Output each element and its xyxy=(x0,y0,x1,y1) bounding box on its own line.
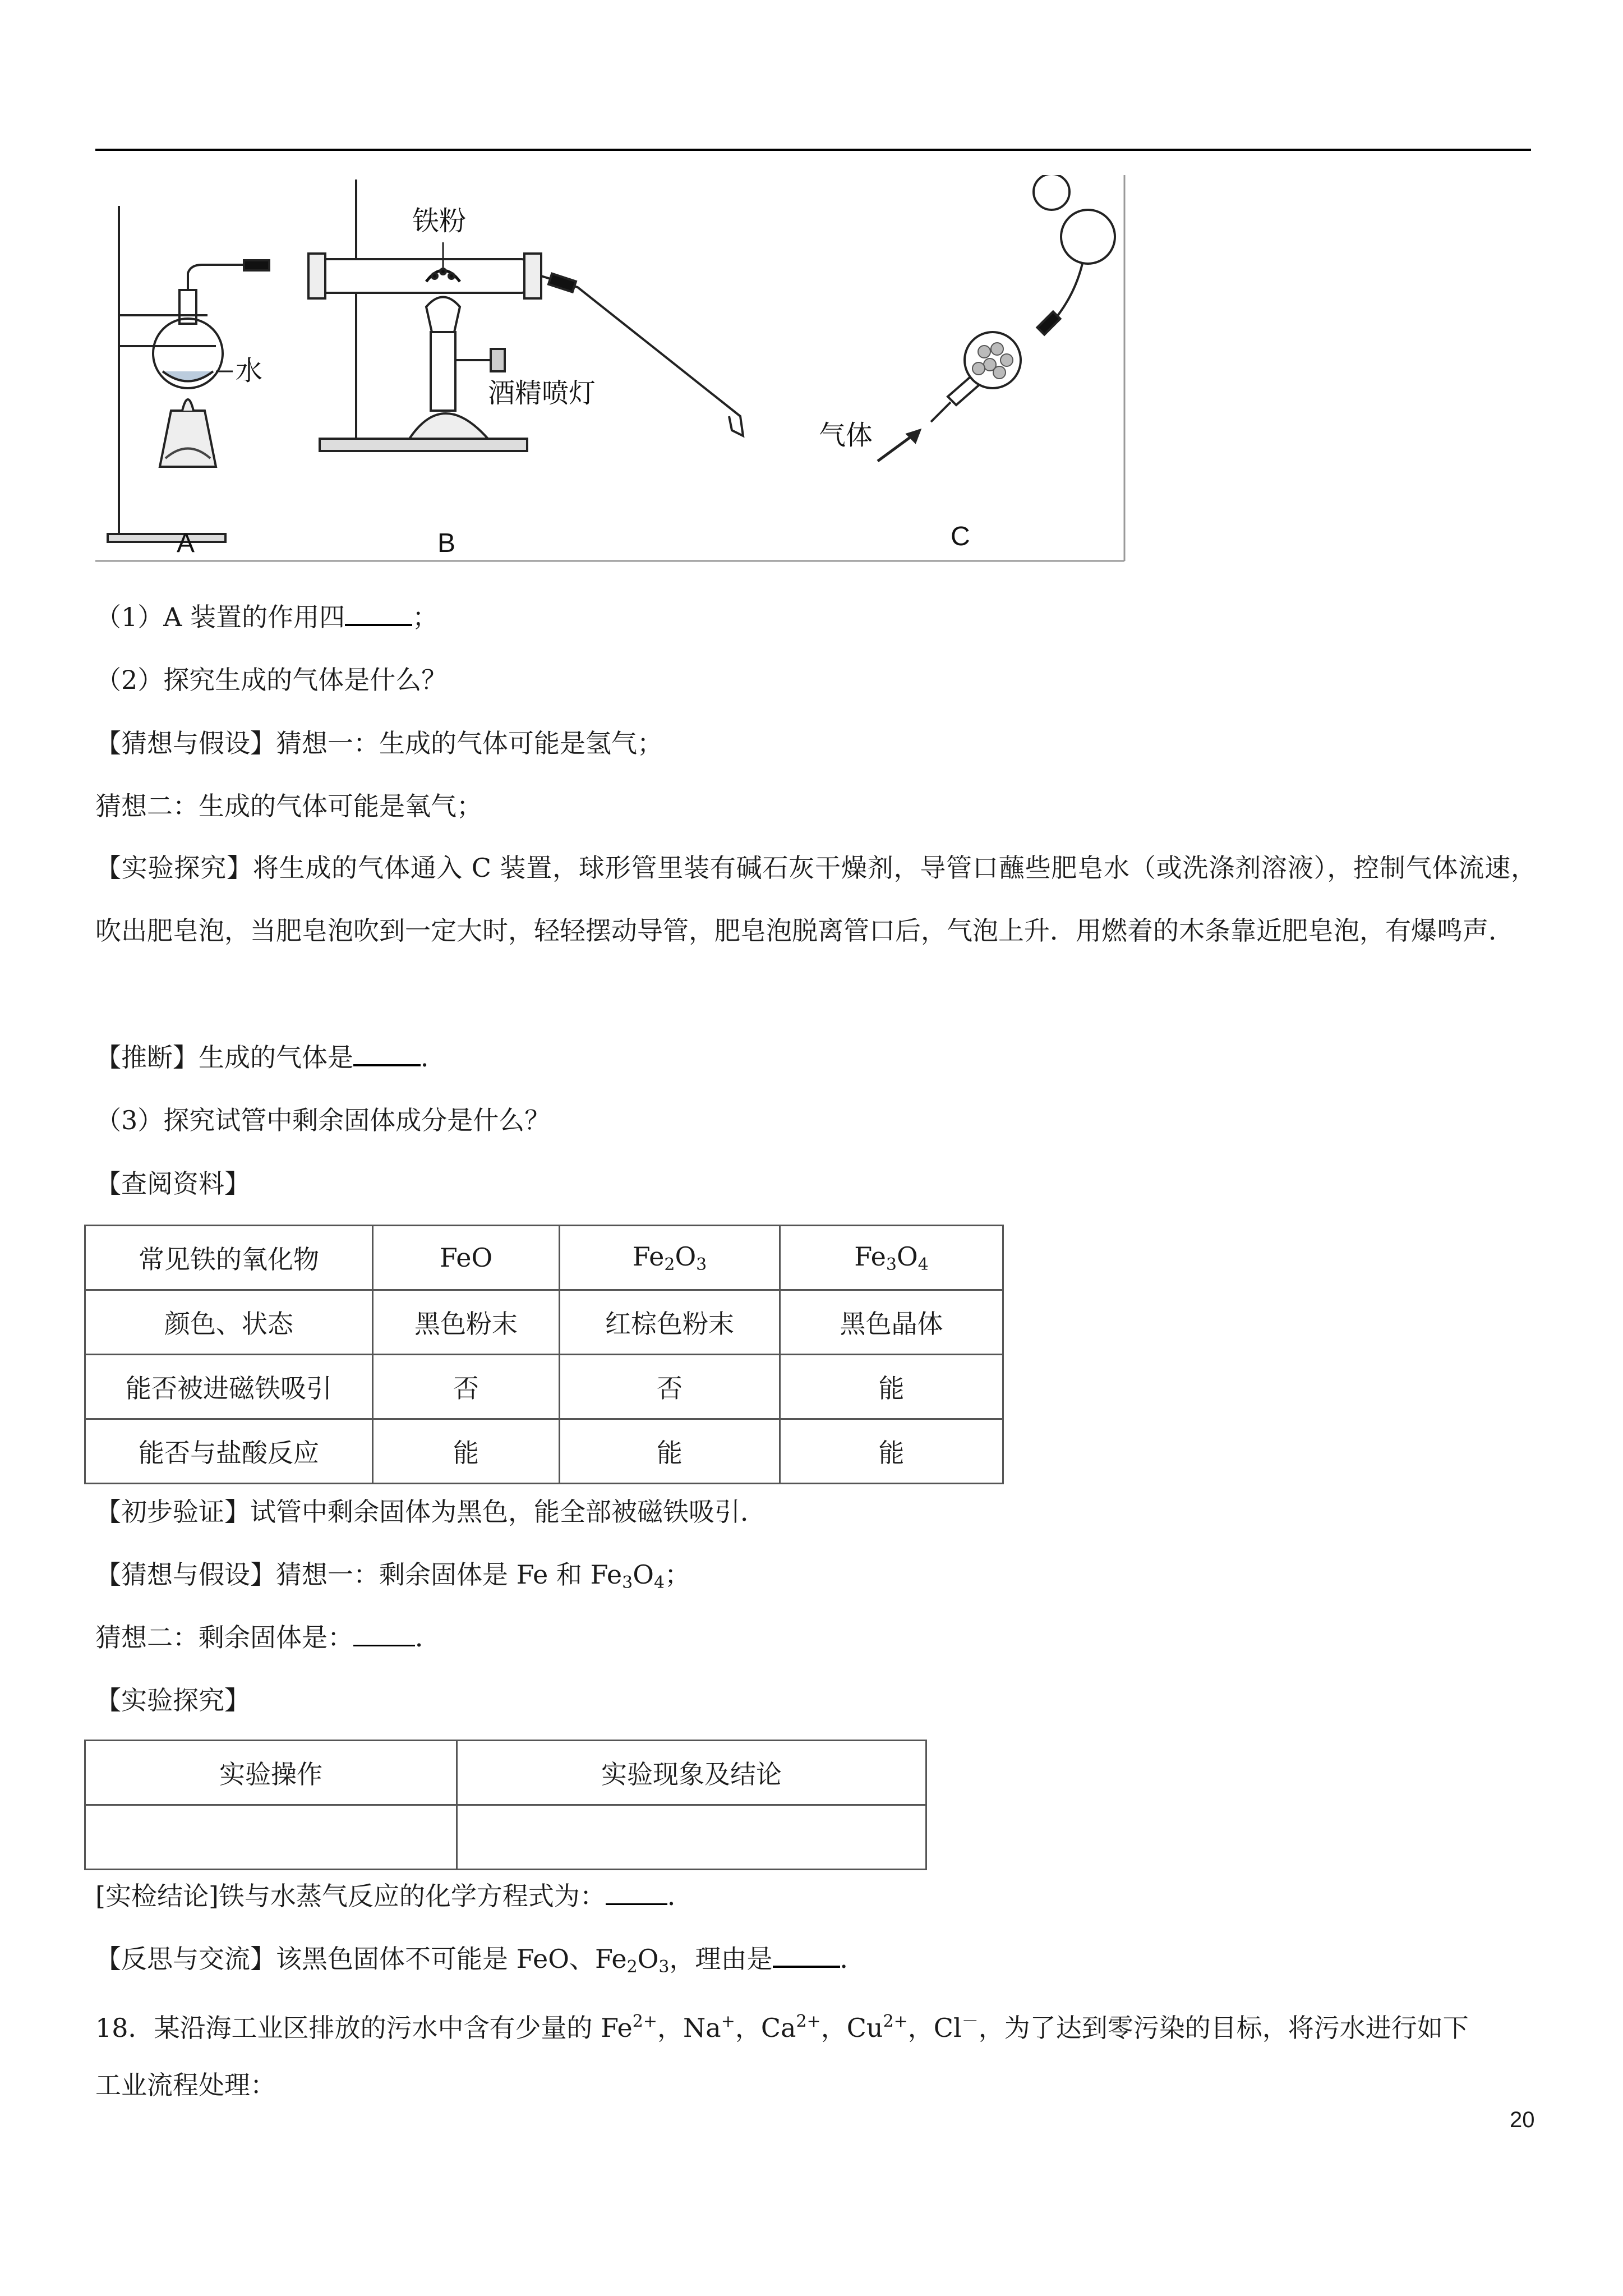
reflection-line xyxy=(95,1942,866,1984)
water-label: 水 xyxy=(236,355,263,386)
answer-blank xyxy=(345,601,412,626)
q18-text: ，Cu xyxy=(820,2013,883,2043)
table-cell: 颜色、状态 xyxy=(85,1290,373,1355)
answer-blank xyxy=(773,1943,840,1968)
table-cell: 黑色粉末 xyxy=(373,1290,560,1355)
conclusion-line xyxy=(95,1879,693,1913)
question-1-end: ； xyxy=(412,602,439,632)
q18-text: ，为了达到零污染的目标，将污水进行如下 xyxy=(978,2013,1469,2043)
hypothesis-3-end: ； xyxy=(665,1559,691,1590)
answer-blank xyxy=(606,1881,667,1905)
hypothesis-4-end: ． xyxy=(415,1622,441,1653)
table-row xyxy=(85,1226,1003,1290)
q18-text: 18．某沿海工业区排放的污水中含有少量的 Fe xyxy=(95,2013,633,2043)
subscript: 3 xyxy=(622,1573,633,1593)
hypothesis-3-text: 【猜想与假设】猜想一：剩余固体是 Fe 和 Fe xyxy=(95,1559,623,1590)
table-cell[interactable] xyxy=(457,1805,926,1870)
table-cell: 否 xyxy=(560,1355,780,1419)
experiment-table xyxy=(84,1740,927,1870)
q18-text: ，Na xyxy=(657,2013,721,2043)
superscript: － xyxy=(961,2012,979,2031)
page-number: 20 xyxy=(1510,2108,1535,2132)
table-row xyxy=(85,1355,1003,1419)
answer-blank xyxy=(353,1042,421,1066)
question-1 xyxy=(95,600,438,634)
table-row xyxy=(85,1419,1003,1484)
table-cell: 红棕色粉末 xyxy=(560,1290,780,1355)
conclusion-end: ． xyxy=(667,1881,693,1911)
table-row xyxy=(85,1741,926,1805)
table-cell: 能否被进磁铁吸引 xyxy=(85,1355,373,1419)
table-cell: $Fe_2O_3$ xyxy=(560,1226,780,1290)
question-18 xyxy=(95,2005,1469,2045)
hypothesis-3-o: O xyxy=(633,1559,654,1590)
experiment-paragraph: 【实验探究】将生成的气体通入 C 装置，球形管里装有碱石灰干燥剂，导管口蘸些肥皂水（或洗涤剂溶液），控制气体流速，吹出肥皂泡，当肥皂泡吹到一定大时，轻轻摆动导管，肥皂泡脱离管口后，气泡上升．用燃着的木条靠近肥皂泡，有爆鸣声． xyxy=(95,853,1537,946)
apparatus-label-a: A xyxy=(177,528,195,558)
table-cell: 黑色晶体 xyxy=(780,1290,1003,1355)
q18-text: ，Cl xyxy=(907,2013,962,2043)
table-row xyxy=(85,1805,926,1870)
apparatus-label-c: C xyxy=(951,522,970,551)
verify-line: 【初步验证】试管中剩余固体为黑色，能全部被磁铁吸引． xyxy=(95,1497,766,1527)
table-cell: 能 xyxy=(373,1419,560,1484)
q18-text: ，Ca xyxy=(735,2013,796,2043)
hypothesis-1: 【猜想与假设】猜想一：生成的气体可能是氢气； xyxy=(95,728,663,758)
table-cell[interactable] xyxy=(85,1805,457,1870)
inference-line xyxy=(95,1041,446,1074)
reflection-text: 【反思与交流】该黑色固体不可能是 FeO、Fe xyxy=(95,1944,627,1974)
hypothesis-4 xyxy=(95,1621,441,1654)
lamp-label: 酒精喷灯 xyxy=(488,378,596,409)
superscript: 2+ xyxy=(632,2012,658,2031)
table-header: 实验现象及结论 xyxy=(457,1741,926,1805)
apparatus-label-b: B xyxy=(437,528,456,558)
table-cell: 能 xyxy=(780,1355,1003,1419)
superscript: 2+ xyxy=(796,2012,821,2031)
table-cell: 能 xyxy=(780,1419,1003,1484)
lookup-heading: 【查阅资料】 xyxy=(95,1168,250,1199)
table-cell: 能否与盐酸反应 xyxy=(85,1419,373,1484)
iron-powder-label: 铁粉 xyxy=(412,205,467,237)
table-header: 实验操作 xyxy=(85,1741,457,1805)
answer-blank xyxy=(353,1622,415,1646)
inference-text: 【推断】生成的气体是 xyxy=(95,1042,353,1073)
subscript: 3 xyxy=(658,1957,670,1977)
question-18-line-2: 工业流程处理： xyxy=(95,2070,276,2100)
question-1-text: （1）A 装置的作用四 xyxy=(95,602,345,632)
inference-end: ． xyxy=(421,1042,446,1073)
table-cell: 能 xyxy=(560,1419,780,1484)
table-cell: $Fe_3O_4$ xyxy=(780,1226,1003,1290)
gas-label: 气体 xyxy=(819,420,873,451)
superscript: 2+ xyxy=(883,2012,908,2031)
table-row xyxy=(85,1290,1003,1355)
header-rule xyxy=(95,149,1531,151)
explore-heading: 【实验探究】 xyxy=(95,1685,250,1715)
question-3: （3）探究试管中剩余固体成分是什么？ xyxy=(95,1105,551,1135)
question-2: （2）探究生成的气体是什么？ xyxy=(95,665,448,695)
hypothesis-2: 猜想二：生成的气体可能是氧气； xyxy=(95,791,482,821)
reflection-end: ． xyxy=(840,1944,866,1974)
iron-oxide-table xyxy=(84,1225,1004,1484)
table-cell: FeO xyxy=(373,1226,560,1290)
subscript: 4 xyxy=(653,1573,665,1593)
superscript: + xyxy=(721,2012,735,2031)
apparatus-figure xyxy=(95,175,1130,568)
reflection-reason: ，理由是 xyxy=(669,1944,773,1974)
hypothesis-3 xyxy=(95,1558,690,1600)
subscript: 2 xyxy=(626,1957,638,1977)
conclusion-text: [实检结论]铁与水蒸气反应的化学方程式为： xyxy=(95,1881,606,1911)
reflection-o: O xyxy=(637,1944,659,1974)
hypothesis-4-text: 猜想二：剩余固体是： xyxy=(95,1622,353,1653)
table-cell: 常见铁的氧化物 xyxy=(85,1226,373,1290)
table-cell: 否 xyxy=(373,1355,560,1419)
